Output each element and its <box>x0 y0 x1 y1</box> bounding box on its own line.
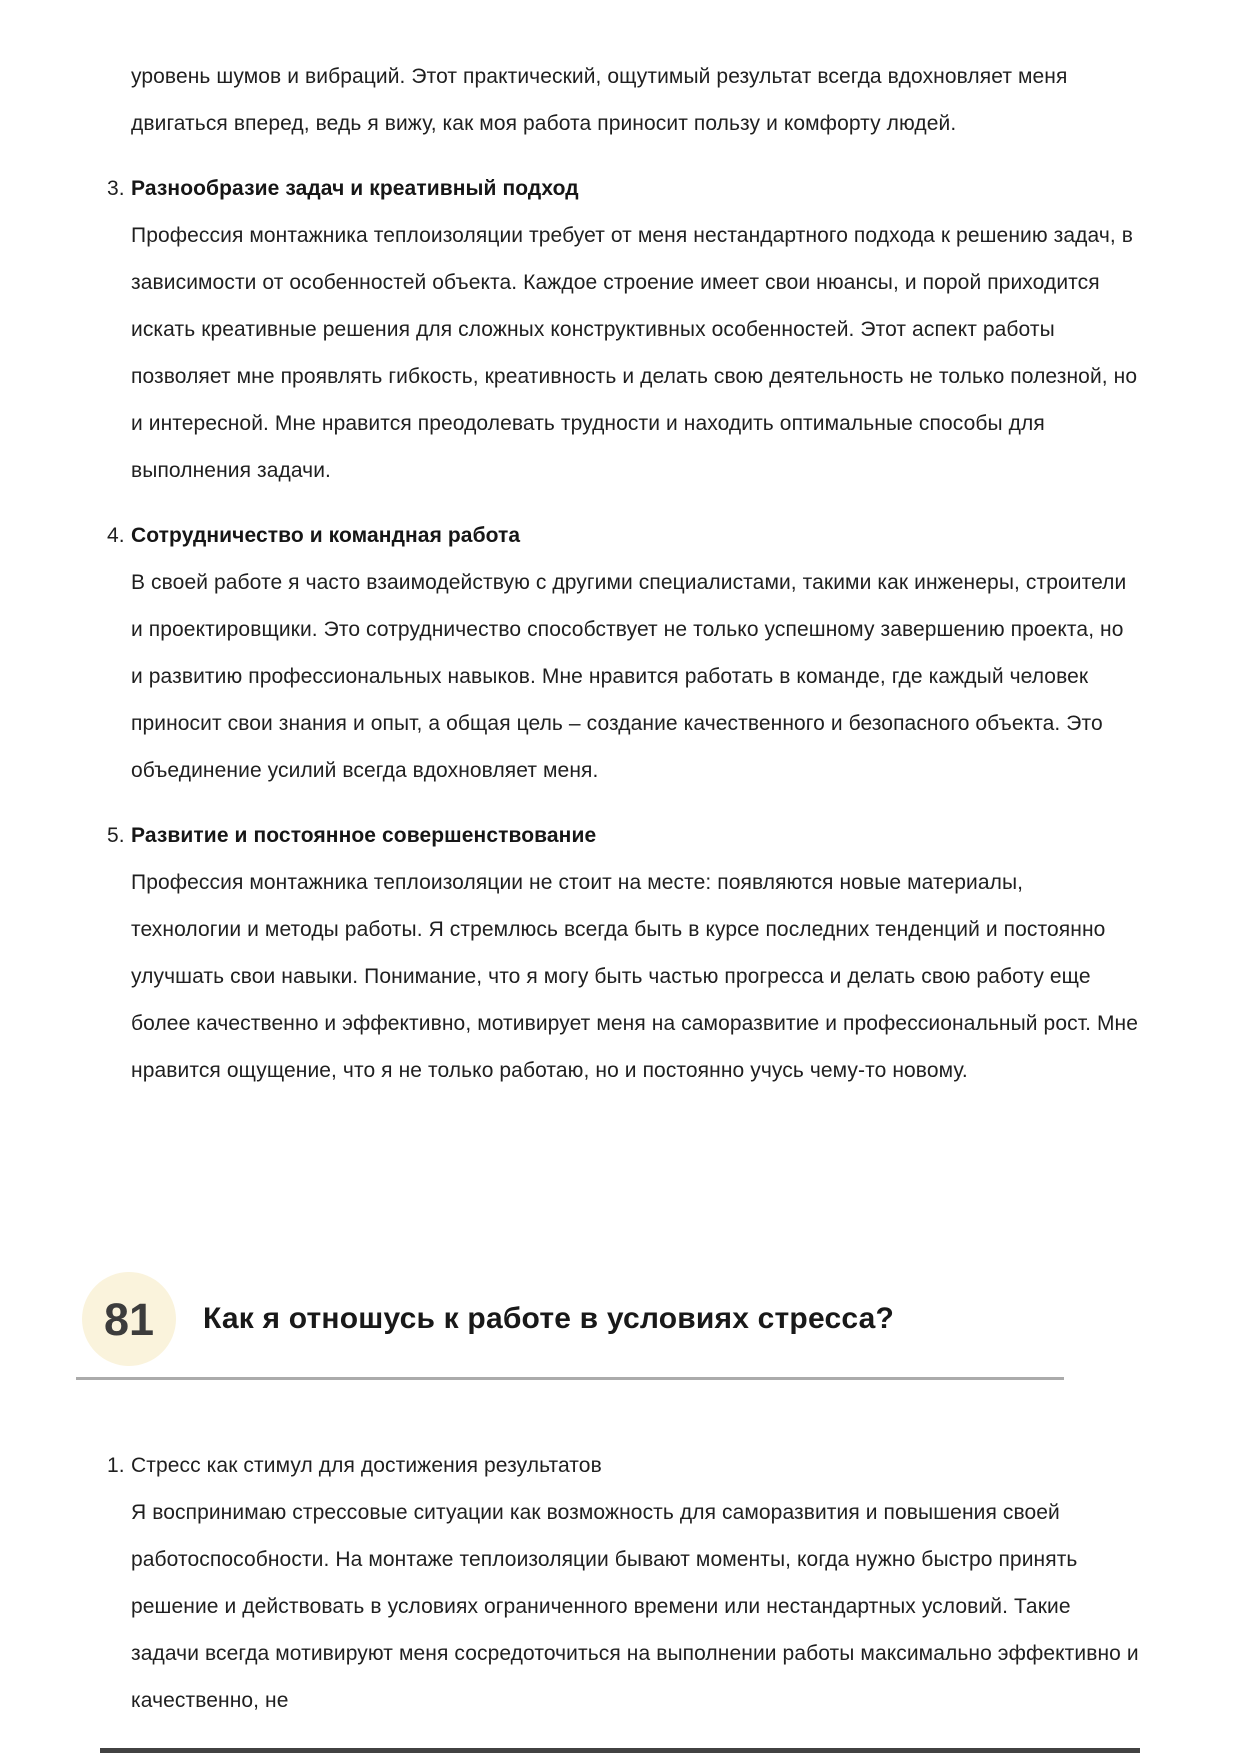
item-title: Стресс как стимул для достижения результатов <box>131 1454 602 1477</box>
item-number: 3. <box>107 177 125 200</box>
question-title: Как я отношусь к работе в условиях стресса? <box>203 1302 894 1335</box>
motivation-numbered-list <box>107 165 1139 1094</box>
list-item <box>107 812 1139 1094</box>
item-title: Развитие и постоянное совершенствование <box>131 824 597 847</box>
item-number: 1. <box>107 1454 125 1477</box>
item-content <box>131 512 1139 794</box>
list-item <box>107 512 1139 794</box>
item-body: Я воспринимаю стрессовые ситуации как возможность для саморазвития и повышения своей работоспособности. На монтаже теплоизоляции бывают моменты, когда нужно быстро принять решение и действовать в условиях ограниченного времени или нестандартных условий. Такие задачи всегда мотивируют меня сосредоточиться на выполнении работы максимально эффективно и качественно, не <box>131 1501 1139 1712</box>
answer-numbered-list <box>107 1442 1139 1724</box>
item-content <box>131 812 1139 1094</box>
item-content <box>131 165 1139 494</box>
list-item <box>107 165 1139 494</box>
list-item <box>107 1442 1139 1724</box>
item-title: Сотрудничество и командная работа <box>131 524 521 547</box>
item-body: Профессия монтажника теплоизоляции не стоит на месте: появляются новые материалы, технологии и методы работы. Я стремлюсь всегда быть в курсе последних тенденций и постоянно улучшать свои навыки. Понимание, что я могу быть частью прогресса и делать свою работу еще более качественно и эффективно, мотивирует меня на саморазвитие и профессиональный рост. Мне нравится ощущение, что я не только работаю, но и постоянно учусь чему-то новому. <box>131 871 1139 1082</box>
page-bottom-rule <box>100 1748 1140 1753</box>
item-body: Профессия монтажника теплоизоляции требует от меня нестандартного подхода к решению задач, в зависимости от особенностей объекта. Каждое строение имеет свои нюансы, и порой приходится искать креативные решения для сложных конструктивных особенностей. Этот аспект работы позволяет мне проявлять гибкость, креативность и делать свою деятельность не только полезной, но и интересной. Мне нравится преодолевать трудности и находить оптимальные способы для выполнения задачи. <box>131 224 1138 482</box>
question-number: 81 <box>103 1293 155 1345</box>
question-header <box>82 1272 1139 1366</box>
question-number-badge <box>82 1272 176 1366</box>
item-content <box>131 1442 1139 1724</box>
item-body: В своей работе я часто взаимодействую с другими специалистами, такими как инженеры, строители и проектировщики. Это сотрудничество способствует не только успешному завершению проекта, но и развитию профессиональных навыков. Мне нравится работать в команде, где каждый человек приносит свои знания и опыт, а общая цель – создание качественного и безопасного объекта. Это объединение усилий всегда вдохновляет меня. <box>131 571 1127 782</box>
section-divider <box>76 1377 1064 1380</box>
item-number: 5. <box>107 824 125 847</box>
item-title: Разнообразие задач и креативный подход <box>131 177 579 200</box>
item-number: 4. <box>107 524 125 547</box>
paragraph-continuation: уровень шумов и вибраций. Этот практический, ощутимый результат всегда вдохновляет меня двигаться вперед, ведь я вижу, как моя работа приносит пользу и комфорту людей. <box>131 65 1068 135</box>
